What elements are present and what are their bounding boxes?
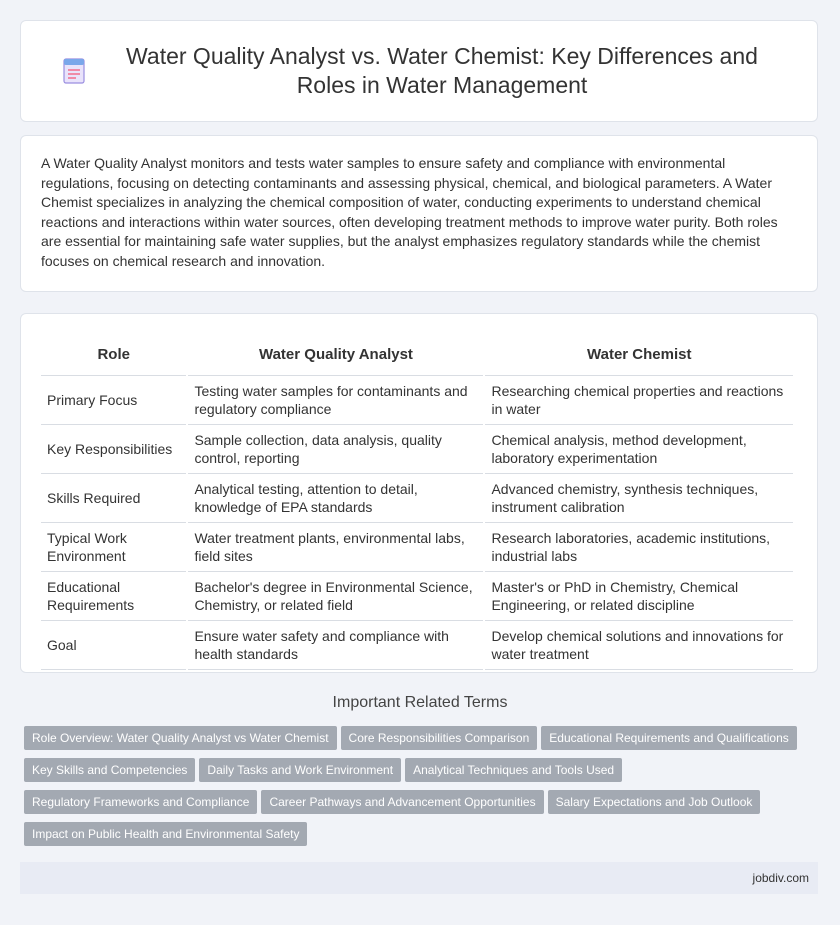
analyst-cell: Bachelor's degree in Environmental Science, Chemistry, or related field <box>188 572 483 621</box>
related-tag[interactable]: Analytical Techniques and Tools Used <box>405 758 622 782</box>
related-terms-title: Important Related Terms <box>332 694 508 711</box>
related-tag[interactable]: Role Overview: Water Quality Analyst vs Water Chemist <box>24 726 337 750</box>
analyst-cell: Testing water samples for contaminants and regulatory compliance <box>188 376 483 425</box>
chemist-cell: Develop chemical solutions and innovations for water treatment <box>485 621 793 670</box>
related-terms-tags <box>24 726 824 854</box>
intro-card <box>20 135 818 292</box>
analyst-cell: Analytical testing, attention to detail, knowledge of EPA standards <box>188 474 483 523</box>
related-tag[interactable]: Impact on Public Health and Environmental Safety <box>24 822 307 846</box>
header-water-quality-analyst: Water Quality Analyst <box>188 334 483 376</box>
table-row <box>41 376 793 425</box>
comparison-table-card <box>20 313 818 673</box>
row-label: Key Responsibilities <box>41 425 186 474</box>
analyst-cell: Water treatment plants, environmental labs, field sites <box>188 523 483 572</box>
row-label: Goal <box>41 621 186 670</box>
comparison-table <box>39 334 795 670</box>
row-label: Educational Requirements <box>41 572 186 621</box>
row-label: Typical Work Environment <box>41 523 186 572</box>
page-title: Water Quality Analyst vs. Water Chemist: Key Differences and Roles in Water Management <box>126 43 758 98</box>
header-card <box>20 20 818 122</box>
chemist-cell: Research laboratories, academic institutions, industrial labs <box>485 523 793 572</box>
table-row <box>41 572 793 621</box>
analyst-cell: Sample collection, data analysis, quality control, reporting <box>188 425 483 474</box>
table-row <box>41 474 793 523</box>
related-tag[interactable]: Salary Expectations and Job Outlook <box>548 790 761 814</box>
related-tag[interactable]: Key Skills and Competencies <box>24 758 195 782</box>
related-tag[interactable]: Career Pathways and Advancement Opportunities <box>261 790 543 814</box>
chemist-cell: Master's or PhD in Chemistry, Chemical Engineering, or related discipline <box>485 572 793 621</box>
row-label: Primary Focus <box>41 376 186 425</box>
chemist-cell: Researching chemical properties and reactions in water <box>485 376 793 425</box>
table-row <box>41 523 793 572</box>
related-tag[interactable]: Regulatory Frameworks and Compliance <box>24 790 257 814</box>
related-tag[interactable]: Core Responsibilities Comparison <box>341 726 538 750</box>
table-row <box>41 621 793 670</box>
intro-text: A Water Quality Analyst monitors and tests water samples to ensure safety and compliance with environmental regulations, focusing on detecting contaminants and assessing physical, chemical, and biological parameters. A Water Chemist specializes in analyzing the chemical composition of water, conducting experiments to understand chemical reactions and interactions within water sources, often developing treatment methods to improve water purity. Both roles are essential for maintaining safe water supplies, but the analyst emphasizes regulatory standards while the chemist focuses on chemical research and innovation. <box>41 155 778 269</box>
related-tag[interactable]: Daily Tasks and Work Environment <box>199 758 401 782</box>
footer-site-link[interactable]: jobdiv.com <box>752 871 809 885</box>
related-tag[interactable]: Educational Requirements and Qualifications <box>541 726 796 750</box>
table-row <box>41 425 793 474</box>
chemist-cell: Advanced chemistry, synthesis techniques, instrument calibration <box>485 474 793 523</box>
table-header-row <box>41 334 793 376</box>
chemist-cell: Chemical analysis, method development, laboratory experimentation <box>485 425 793 474</box>
document-icon <box>61 57 87 85</box>
row-label: Skills Required <box>41 474 186 523</box>
header-role: Role <box>41 334 186 376</box>
header-water-chemist: Water Chemist <box>485 334 793 376</box>
footer <box>20 862 818 894</box>
analyst-cell: Ensure water safety and compliance with health standards <box>188 621 483 670</box>
